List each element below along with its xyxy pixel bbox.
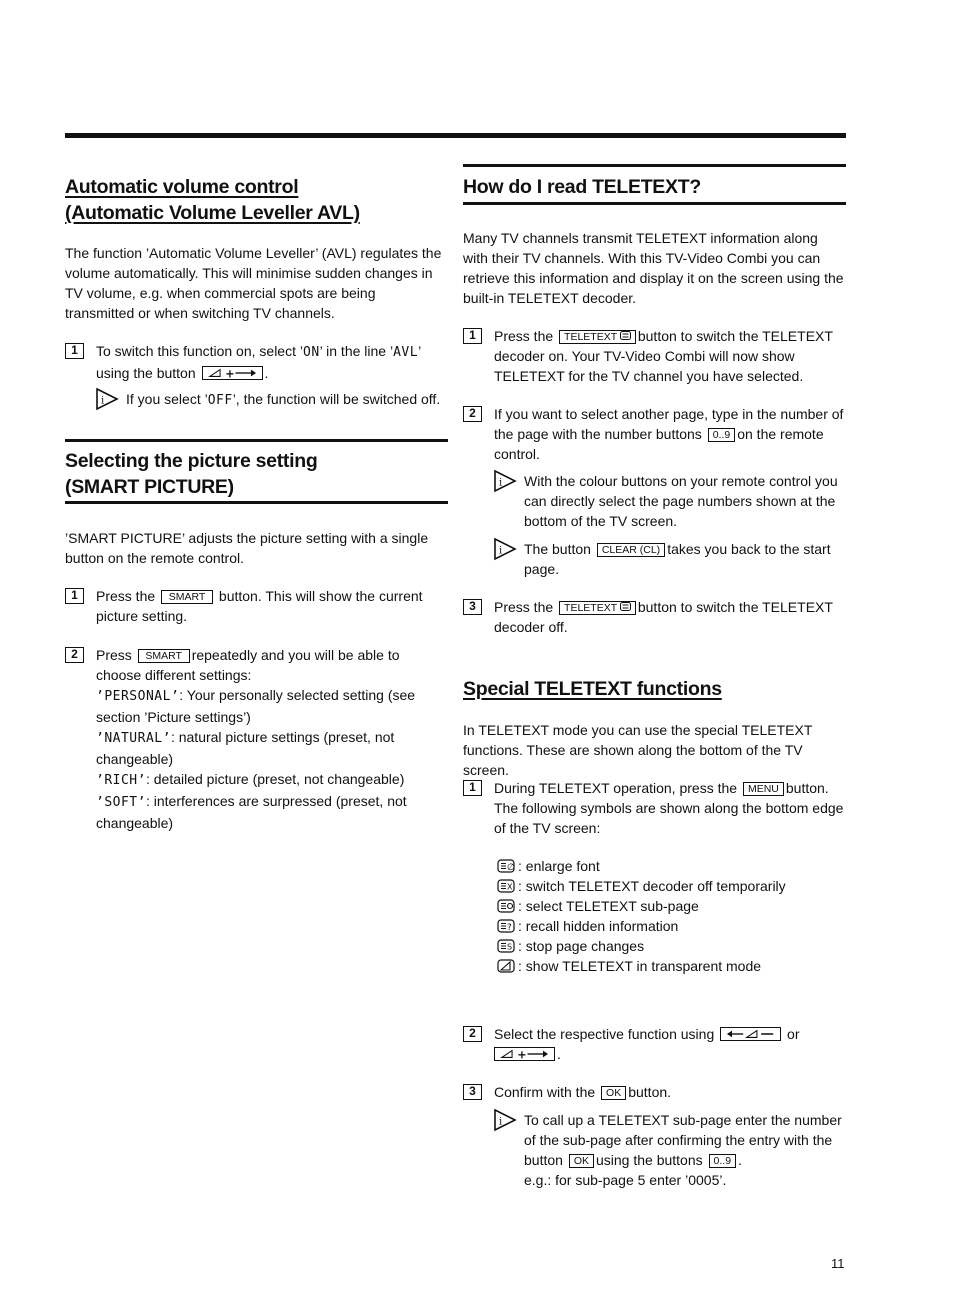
avl-on-value: ON (303, 345, 320, 360)
hold-page-icon (497, 939, 515, 953)
teletext-step-1: 1 Press the TELETEXT button to switch the TELETEXT decoder on. Your TV-Video Combi will now show TELETEXT for the TV channel you have selected. (463, 326, 846, 386)
cursor-right-key-icon (202, 366, 263, 380)
smart-key: SMART (161, 590, 213, 604)
smart-intro: ’SMART PICTURE’ adjusts the picture setting with a single button on the remote control. (65, 530, 429, 566)
svg-text:∅: ∅ (507, 863, 515, 873)
special-step-2: 2 Select the respective function using or . (463, 1024, 846, 1064)
info-tip-icon (493, 469, 517, 493)
teletext-step-2: 2 If you want to select another page, type in the number of the page with the number buttons 0..9 on the remote control. (463, 404, 846, 464)
symbol-list (463, 856, 846, 976)
teletext-bottom-rule (463, 202, 846, 205)
avl-heading (65, 174, 448, 226)
teletext-intro: Many TV channels transmit TELETEXT information along with their TV channels. With this TV-Video Combi you can retrieve this information and display it on the screen using the built-in TELETEXT decoder. (463, 230, 844, 306)
svg-text:?: ? (507, 923, 512, 933)
cursor-left-key-icon (720, 1027, 781, 1041)
list-item: : select TELETEXT sub-page (497, 896, 846, 916)
list-item: ? : recall hidden information (497, 916, 846, 936)
menu-key: MENU (743, 782, 784, 796)
special-heading: Special TELETEXT functions (463, 678, 722, 700)
clear-key: CLEAR (CL) (597, 543, 665, 557)
teletext-icon (620, 331, 631, 340)
list-item: S : stop page changes (497, 936, 846, 956)
reveal-icon (497, 919, 515, 933)
teletext-key: TELETEXT (559, 330, 636, 344)
special-step-1: 1 During TELETEXT operation, press the MENU button. The following symbols are shown along the bottom edge of the TV screen: (463, 778, 846, 838)
list-item: X : switch TELETEXT decoder off temporarily (497, 876, 846, 896)
smart-top-rule (65, 439, 448, 442)
info-tip-icon (493, 537, 517, 561)
info-tip-icon (95, 387, 119, 411)
enlarge-font-icon (497, 859, 515, 873)
teletext-off-icon (497, 879, 515, 893)
avl-title-line2: (Automatic Volume Leveller AVL) (65, 202, 360, 224)
avl-line-value: AVL (393, 345, 419, 360)
special-intro: In TELETEXT mode you can use the special TELETEXT functions. These are shown along the bottom of the TV screen. (463, 722, 813, 778)
svg-text:X: X (507, 882, 513, 892)
info-tip-icon (493, 1108, 517, 1132)
avl-intro: The function ’Automatic Volume Leveller’ (AVL) regulates the volume automatically. This will minimise sudden changes in TV volume, e.g. when commercial spots are being transmitted or when switching TV channels. (65, 245, 442, 321)
avl-tip: If you select ’OFF’, the function will be switched off. (65, 389, 448, 411)
cursor-right-key-icon (494, 1047, 555, 1061)
smart-step-1: 1 Press the SMART button. This will show the current picture setting. (65, 586, 448, 626)
special-step-3: 3 Confirm with the OK button. (463, 1082, 846, 1102)
number-keys: 0..9 (708, 428, 736, 442)
svg-text:S: S (507, 942, 513, 952)
list-item: ∅ : enlarge font (497, 856, 846, 876)
step-number: 1 (65, 343, 84, 359)
teletext-tip-2: The button CLEAR (CL) takes you back to the start page. (463, 539, 846, 579)
teletext-heading: How do I read TELETEXT? (463, 176, 701, 198)
teletext-step-3: 3 Press the TELETEXT button to switch the TELETEXT decoder off. (463, 597, 846, 637)
list-item: : show TELETEXT in transparent mode (497, 956, 846, 976)
special-tip: To call up a TELETEXT sub-page enter the number of the sub-page after confirming the entry with the button OK using the buttons 0..9 . e.g.: for sub-page 5 enter ’0005’. (463, 1110, 846, 1190)
avl-step-1: 1 To switch this function on, select ’ON’ in the line ’AVL’ using the button . (65, 341, 448, 383)
smart-bottom-rule (65, 501, 448, 504)
top-rule (65, 133, 846, 138)
smart-key: SMART (138, 649, 190, 663)
transparent-mode-icon (497, 959, 515, 973)
teletext-tip-1: With the colour buttons on your remote control you can directly select the page numbers shown at the bottom of the TV screen. (463, 471, 846, 531)
number-keys: 0..9 (709, 1154, 737, 1168)
teletext-icon (620, 602, 631, 611)
avl-title-line1: Automatic volume control (65, 176, 299, 198)
sub-page-icon (497, 899, 515, 913)
smart-heading: Selecting the picture setting (SMART PICTURE) (65, 450, 318, 498)
teletext-top-rule (463, 164, 846, 167)
page-number: 11 (831, 1256, 845, 1271)
ok-key: OK (601, 1086, 626, 1100)
teletext-key: TELETEXT (559, 601, 636, 615)
smart-step-2: 2 Press SMART repeatedly and you will be able to choose different settings: ’PERSONAL’: Your personally selected setting (see section ’Picture settings’) ’NATURAL’: natural picture settings (preset, not changeable) ’RICH’: detailed picture (preset, not changeable) ’SOFT’: interferences are surpressed (preset, not changeable) (65, 645, 448, 833)
ok-key: OK (569, 1154, 594, 1168)
